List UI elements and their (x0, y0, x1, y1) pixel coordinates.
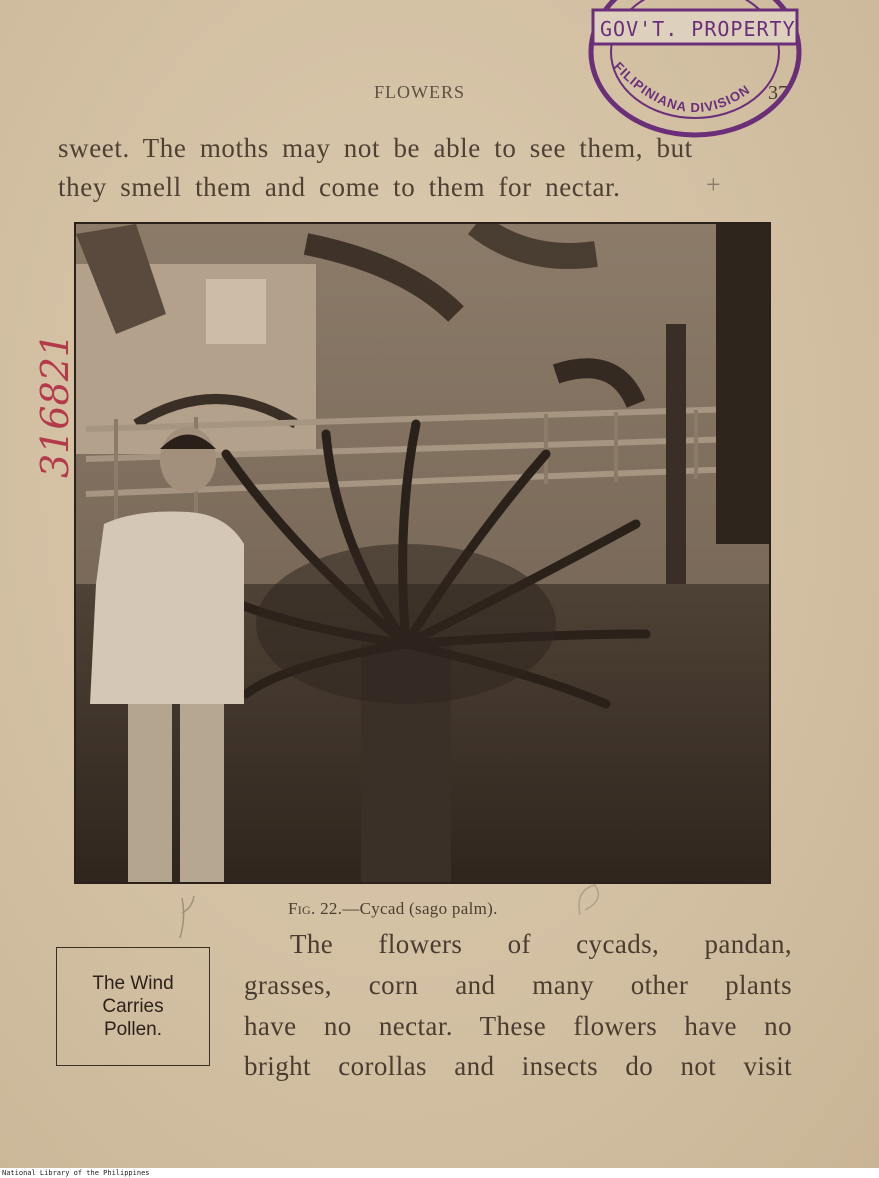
pencil-scribble-icon (172, 888, 202, 943)
figure-caption (288, 899, 498, 919)
paragraph-line: have no nectar. These flowers have no (244, 1011, 792, 1041)
paragraph-line: grasses, corn and many other plants (244, 970, 792, 1000)
figure-label: Fig. 22. (288, 899, 343, 918)
text-line: sweet. The moths may not be able to see them, but (58, 133, 693, 163)
svg-text:GOV'T. PROPERTY: GOV'T. PROPERTY (600, 17, 796, 41)
text-line: they smell them and come to them for nectar. (58, 172, 621, 202)
margin-note (56, 947, 210, 1066)
figure-photo (74, 222, 771, 884)
margin-note-line: Carries (102, 996, 164, 1017)
pencil-scribble-icon (570, 880, 610, 920)
svg-text:316821: 316821 (33, 332, 77, 478)
svg-text:FILIPINIANA DIVISION: FILIPINIANA DIVISION (610, 58, 753, 116)
library-stamp-icon (588, 0, 802, 138)
figure-caption-text: —Cycad (sago palm). (342, 899, 498, 918)
page-number: 37 (768, 82, 788, 104)
pen-mark-icon: + (706, 170, 721, 199)
handwritten-accession-number (30, 330, 82, 480)
paragraph-line: The flowers of cycads, pandan, (290, 929, 792, 959)
margin-note-line: Pollen. (103, 1019, 163, 1040)
cycad-photo-illustration (76, 224, 771, 884)
footer-credit: National Library of the Philippines (2, 1169, 150, 1177)
paragraph-line: bright corollas and insects do not visit (244, 1051, 792, 1081)
margin-note-line: The Wind (92, 973, 174, 994)
running-head: FLOWERS (374, 82, 466, 102)
